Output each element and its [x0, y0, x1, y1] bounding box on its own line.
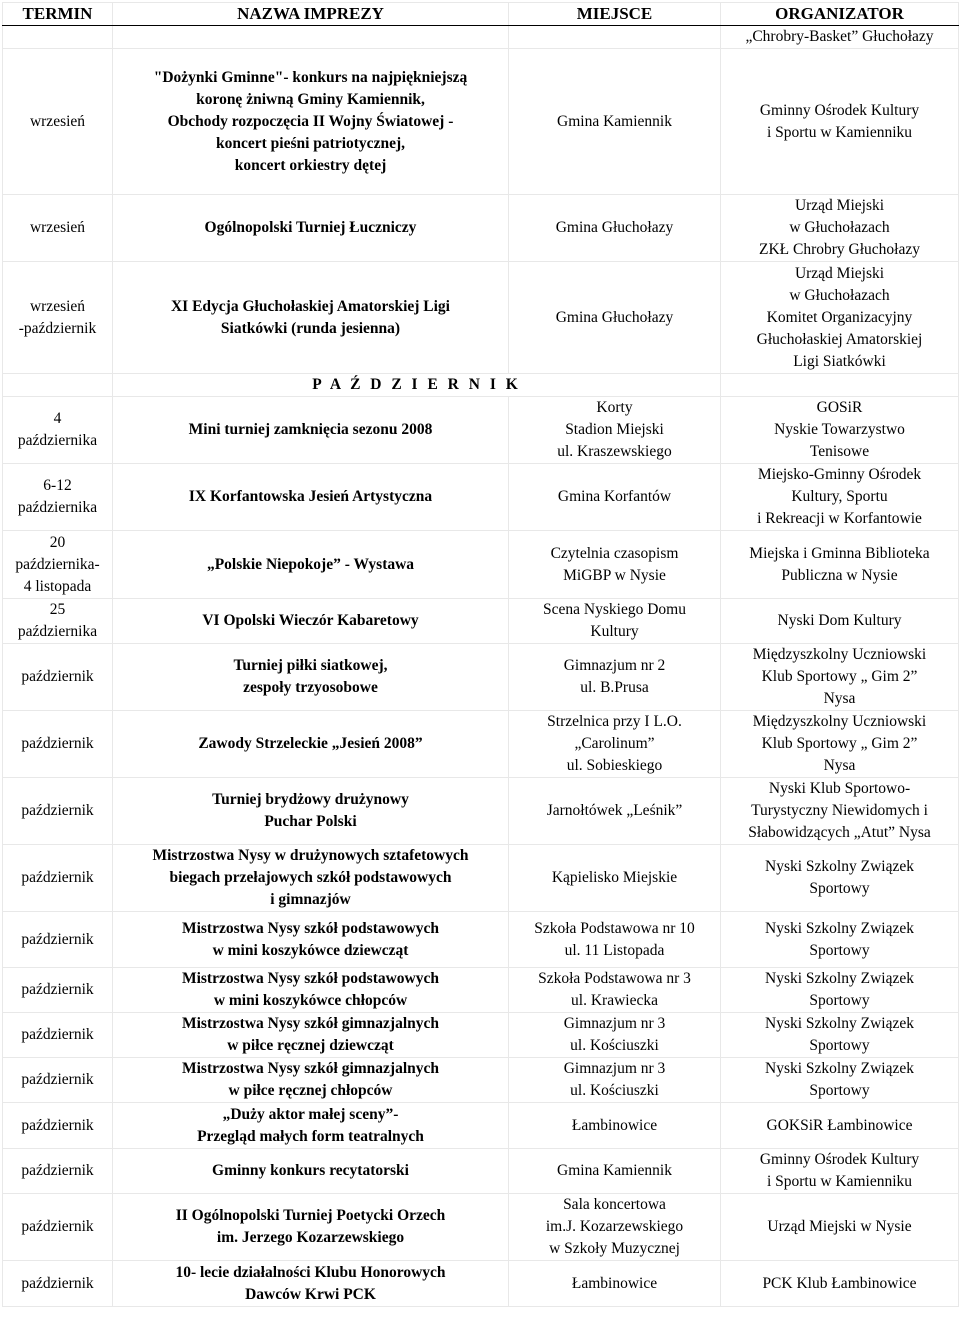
table-body: [3, 26, 959, 1307]
table-row: [3, 778, 959, 845]
month-header: P A Ź D Z I E R N I K: [113, 374, 721, 397]
place-cell: Szkoła Podstawowa nr 3 ul. Krawiecka: [509, 968, 721, 1013]
term-cell: 20 października- 4 listopada: [3, 531, 113, 599]
organizer-cell: PCK Klub Łambinowice: [721, 1261, 959, 1307]
place-cell: Jarnołtówek „Leśnik”: [509, 778, 721, 845]
place-cell: Łambinowice: [509, 1103, 721, 1149]
table-row: [3, 1149, 959, 1194]
top-organizer: „Chrobry-Basket” Głuchołazy: [721, 26, 959, 49]
organizer-cell: Gminny Ośrodek Kultury i Sportu w Kamienniku: [721, 1149, 959, 1194]
event-name-cell: II Ogólnopolski Turniej Poetycki Orzech im. Jerzego Kozarzewskiego: [113, 1194, 509, 1261]
table-row: [3, 644, 959, 711]
event-name-cell: Turniej brydżowy drużynowy Puchar Polski: [113, 778, 509, 845]
event-name-cell: Turniej piłki siatkowej, zespoły trzyosobowe: [113, 644, 509, 711]
event-name-cell: Mistrzostwa Nysy szkół gimnazjalnych w piłce ręcznej dziewcząt: [113, 1013, 509, 1058]
term-cell: październik: [3, 968, 113, 1013]
term-cell: wrzesień: [3, 195, 113, 262]
place-cell: Gmina Kamiennik: [509, 1149, 721, 1194]
table-row: [3, 1261, 959, 1307]
term-cell: 6-12 października: [3, 464, 113, 531]
header-name: NAZWA IMPREZY: [113, 3, 509, 26]
header-place: MIEJSCE: [509, 3, 721, 26]
organizer-cell: Miejsko-Gminny Ośrodek Kultury, Sportu i Rekreacji w Korfantowie: [721, 464, 959, 531]
table-row: [3, 49, 959, 195]
event-name-cell: Zawody Strzeleckie „Jesień 2008”: [113, 711, 509, 778]
place-cell: Kąpielisko Miejskie: [509, 845, 721, 912]
term-cell: wrzesień -październik: [3, 262, 113, 374]
continued-organizer-row: [3, 26, 959, 49]
organizer-cell: Nyski Szkolny Związek Sportowy: [721, 1013, 959, 1058]
event-name-cell: "Dożynki Gminne"- konkurs na najpiękniejszą koronę żniwną Gminy Kamiennik, Obchody rozpoczęcia II Wojny Światowej - koncert pieśni patriotycznej, koncert orkiestry dętej: [113, 49, 509, 195]
organizer-cell: Międzyszkolny Uczniowski Klub Sportowy „ Gim 2” Nysa: [721, 711, 959, 778]
table-row: [3, 531, 959, 599]
table-row: [3, 912, 959, 968]
event-name-cell: „Duży aktor małej sceny”- Przegląd małych form teatralnych: [113, 1103, 509, 1149]
event-name-cell: Mini turniej zamknięcia sezonu 2008: [113, 397, 509, 464]
place-cell: Sala koncertowa im.J. Kozarzewskiego w Szkoły Muzycznej: [509, 1194, 721, 1261]
event-name-cell: Mistrzostwa Nysy w drużynowych sztafetowych biegach przełajowych szkół podstawowych i gimnazjów: [113, 845, 509, 912]
place-cell: Gimnazjum nr 3 ul. Kościuszki: [509, 1058, 721, 1103]
event-name-cell: VI Opolski Wieczór Kabaretowy: [113, 599, 509, 644]
place-cell: Szkoła Podstawowa nr 10 ul. 11 Listopada: [509, 912, 721, 968]
term-cell: październik: [3, 1149, 113, 1194]
event-name-cell: Gminny konkurs recytatorski: [113, 1149, 509, 1194]
table-row: [3, 845, 959, 912]
event-name-cell: Mistrzostwa Nysy szkół podstawowych w mini koszykówce chłopców: [113, 968, 509, 1013]
event-name-cell: „Polskie Niepokoje” - Wystawa: [113, 531, 509, 599]
table-row: [3, 464, 959, 531]
place-cell: Korty Stadion Miejski ul. Kraszewskiego: [509, 397, 721, 464]
place-cell: Gmina Korfantów: [509, 464, 721, 531]
event-name-cell: Mistrzostwa Nysy szkół gimnazjalnych w piłce ręcznej chłopców: [113, 1058, 509, 1103]
table-row: [3, 1194, 959, 1261]
event-name-cell: XI Edycja Głuchołaskiej Amatorskiej Ligi Siatkówki (runda jesienna): [113, 262, 509, 374]
table-row: [3, 262, 959, 374]
place-cell: Łambinowice: [509, 1261, 721, 1307]
organizer-cell: Nyski Klub Sportowo- Turystyczny Niewidomych i Słabowidzących „Atut” Nysa: [721, 778, 959, 845]
event-name-cell: Mistrzostwa Nysy szkół podstawowych w mini koszykówce dziewcząt: [113, 912, 509, 968]
place-cell: Gmina Kamiennik: [509, 49, 721, 195]
organizer-cell: Nyski Szkolny Związek Sportowy: [721, 1058, 959, 1103]
place-cell: Scena Nyskiego Domu Kultury: [509, 599, 721, 644]
organizer-cell: GOKSiR Łambinowice: [721, 1103, 959, 1149]
table-row: [3, 599, 959, 644]
term-cell: październik: [3, 711, 113, 778]
header-organizer: ORGANIZATOR: [721, 3, 959, 26]
organizer-cell: Nyski Szkolny Związek Sportowy: [721, 845, 959, 912]
table-row: [3, 1013, 959, 1058]
organizer-cell: Urząd Miejski w Nysie: [721, 1194, 959, 1261]
event-name-cell: IX Korfantowska Jesień Artystyczna: [113, 464, 509, 531]
term-cell: październik: [3, 1194, 113, 1261]
term-cell: październik: [3, 845, 113, 912]
place-cell: Gmina Głuchołazy: [509, 195, 721, 262]
table-header-row: [3, 3, 959, 26]
place-cell: Strzelnica przy I L.O. „Carolinum” ul. Sobieskiego: [509, 711, 721, 778]
organizer-cell: Nyski Dom Kultury: [721, 599, 959, 644]
organizer-cell: Nyski Szkolny Związek Sportowy: [721, 968, 959, 1013]
header-term: TERMIN: [3, 3, 113, 26]
term-cell: październik: [3, 1261, 113, 1307]
event-name-cell: Ogólnopolski Turniej Łuczniczy: [113, 195, 509, 262]
place-cell: Gmina Głuchołazy: [509, 262, 721, 374]
term-cell: październik: [3, 912, 113, 968]
organizer-cell: Urząd Miejski w Głuchołazach Komitet Organizacyjny Głuchołaskiej Amatorskiej Ligi Siatkówki: [721, 262, 959, 374]
events-table: [2, 2, 959, 1307]
organizer-cell: Międzyszkolny Uczniowski Klub Sportowy „ Gim 2” Nysa: [721, 644, 959, 711]
term-cell: październik: [3, 778, 113, 845]
term-cell: wrzesień: [3, 49, 113, 195]
term-cell: październik: [3, 1013, 113, 1058]
term-cell: październik: [3, 644, 113, 711]
organizer-cell: Urząd Miejski w Głuchołazach ZKŁ Chrobry Głuchołazy: [721, 195, 959, 262]
month-header-row: [3, 374, 959, 397]
place-cell: Gimnazjum nr 3 ul. Kościuszki: [509, 1013, 721, 1058]
table-row: [3, 195, 959, 262]
organizer-cell: Miejska i Gminna Biblioteka Publiczna w Nysie: [721, 531, 959, 599]
table-row: [3, 711, 959, 778]
table-row: [3, 1058, 959, 1103]
table-row: [3, 968, 959, 1013]
term-cell: październik: [3, 1058, 113, 1103]
organizer-cell: GOSiR Nyskie Towarzystwo Tenisowe: [721, 397, 959, 464]
organizer-cell: Nyski Szkolny Związek Sportowy: [721, 912, 959, 968]
table-row: [3, 1103, 959, 1149]
place-cell: Gimnazjum nr 2 ul. B.Prusa: [509, 644, 721, 711]
organizer-cell: Gminny Ośrodek Kultury i Sportu w Kamienniku: [721, 49, 959, 195]
event-name-cell: 10- lecie działalności Klubu Honorowych Dawców Krwi PCK: [113, 1261, 509, 1307]
term-cell: 25 października: [3, 599, 113, 644]
place-cell: Czytelnia czasopism MiGBP w Nysie: [509, 531, 721, 599]
table-row: [3, 397, 959, 464]
term-cell: październik: [3, 1103, 113, 1149]
term-cell: 4 października: [3, 397, 113, 464]
